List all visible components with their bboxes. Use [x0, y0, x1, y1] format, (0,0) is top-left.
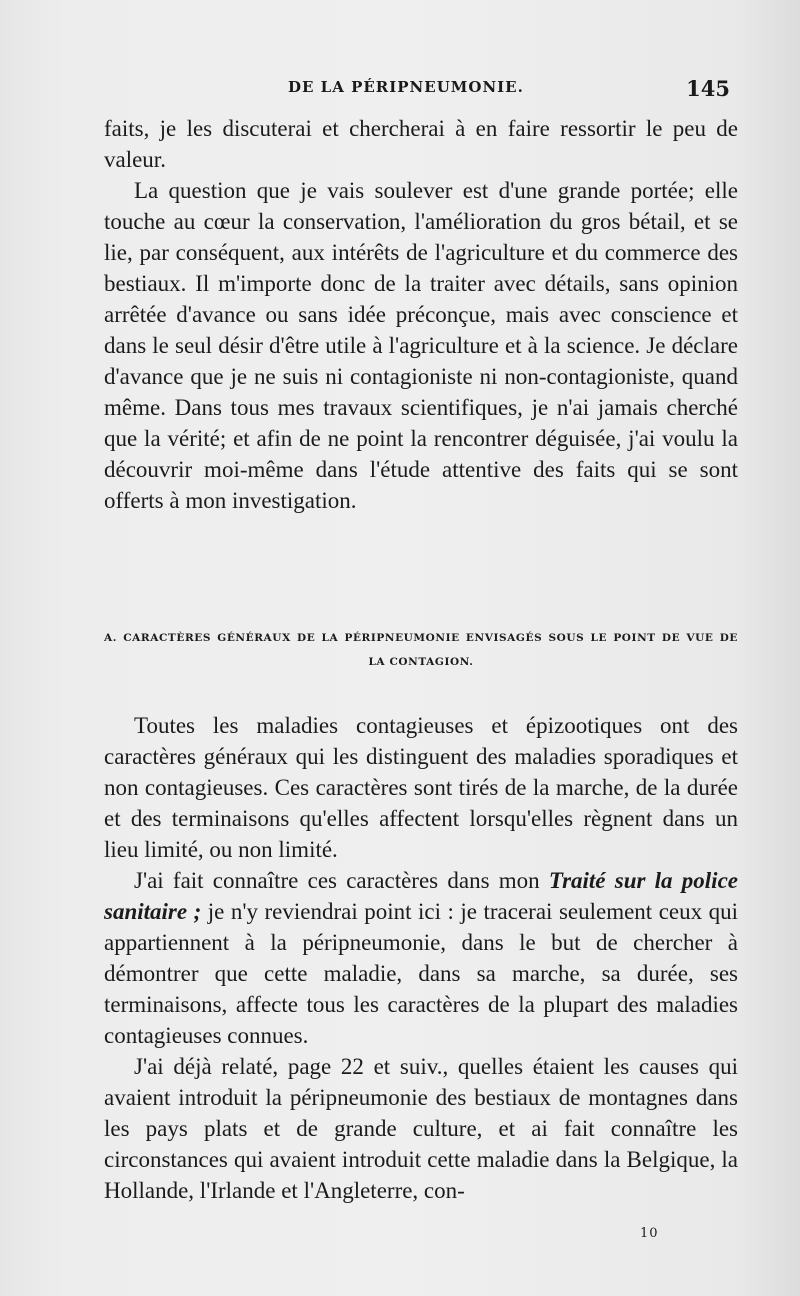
paragraph-text-after: je n'y reviendrai point ici : je tracerai seulement ceux qui appartiennent à la péripneumonie, dans le but de chercher à démontrer que cette maladie, dans sa marche, sa durée, ses terminaisons, affecte tous les caractères de la plupart des maladies contagieuses connues.	[104, 899, 739, 1048]
paragraph-text-before: J'ai fait connaître ces caractères dans mon	[134, 868, 549, 893]
book-title-italic: Traité sur la police sanitaire ;	[104, 868, 738, 924]
text-block-intro	[104, 113, 738, 516]
section-heading	[104, 626, 738, 674]
paragraph-continuation: faits, je les discuterai et chercherai à en faire ressortir le peu de valeur.	[104, 116, 738, 172]
running-head	[100, 76, 740, 104]
running-title: DE LA PÉRIPNEUMONIE.	[288, 78, 524, 96]
paragraph-causes: J'ai déjà relaté, page 22 et suiv., quelles étaient les causes qui avaient introduit la péripneumonie des bestiaux de montagnes dans les pays plats et de grande culture, et ai fait connaître les circonstances qui avaient introduit cette maladie dans la Belgique, la Hollande, l'Irlande et l'Angleterre, con-	[104, 1054, 738, 1203]
text-block-section	[104, 710, 738, 1206]
section-heading-line-1: A. CARACTÈRES GÉNÉRAUX DE LA PÉRIPNEUMONIE ENVISAGÉS SOUS LE POINT DE VUE DE	[104, 632, 738, 644]
section-heading-line-2: LA CONTAGION.	[368, 656, 474, 668]
page-number: 145	[686, 76, 730, 101]
paragraph-question: La question que je vais soulever est d'une grande portée; elle touche au cœur la conservation, l'amélioration du gros bétail, et se lie, par conséquent, aux intérêts de l'agriculture et du commerce des bestiaux. Il m'importe donc de la traiter avec détails, sans opinion arrêtée d'avance ou sans idée préconçue, mais avec conscience et dans le seul désir d'être utile à l'agriculture et à la science. Je déclare d'avance que je ne suis ni contagioniste ni non-contagioniste, quand même. Dans tous mes travaux scientifiques, je n'ai jamais cherché que la vérité; et afin de ne point la rencontrer déguisée, j'ai voulu la découvrir moi-même dans l'étude attentive des faits qui se sont offerts à mon investigation.	[104, 178, 738, 513]
signature-mark: 10	[640, 1226, 659, 1241]
paragraph-general-characters: Toutes les maladies contagieuses et épizootiques ont des caractères généraux qui les distinguent des maladies sporadiques et non contagieuses. Ces caractères sont tirés de la marche, de la durée et des terminaisons qu'elles affectent lorsqu'elles règnent dans un lieu limité, ou non limité.	[104, 713, 738, 862]
paragraph-police-sanitaire	[104, 865, 738, 1051]
